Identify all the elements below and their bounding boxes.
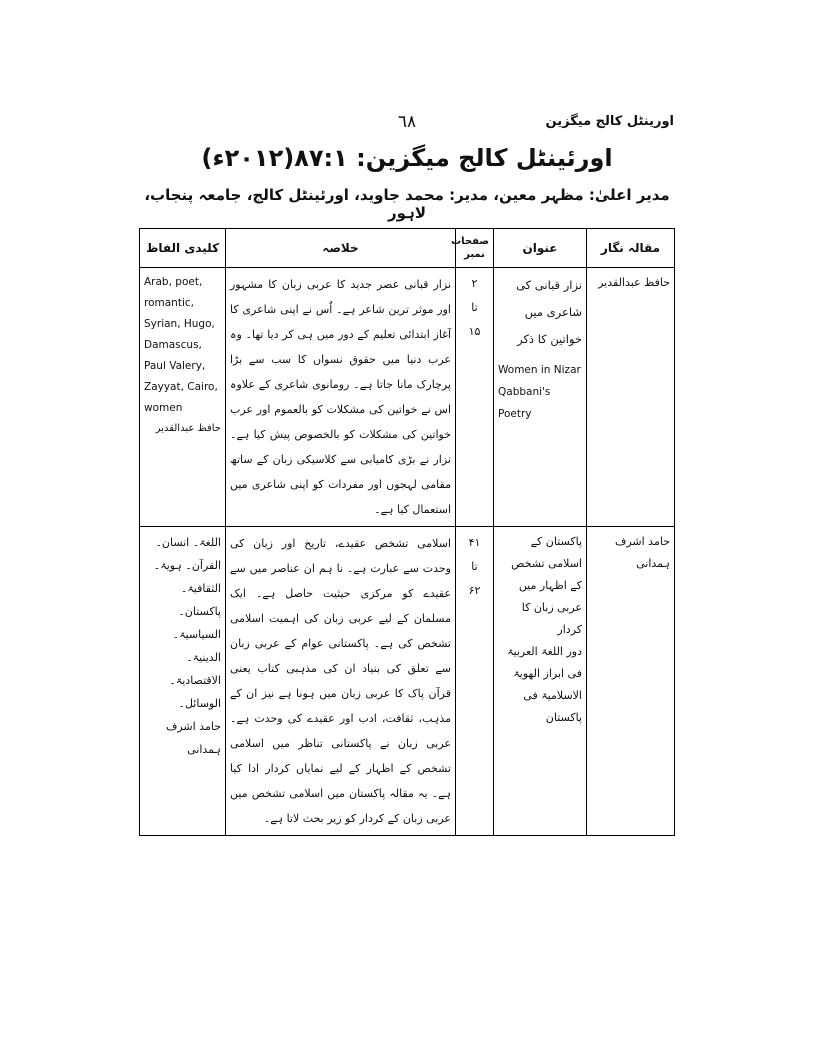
keywords-author: حامد اشرف ہمدانی (165, 720, 221, 756)
page-end: ۶۲ (468, 584, 481, 597)
keyword-item: الوسائل۔ (178, 697, 221, 710)
page-number: ٦٨ (397, 112, 417, 132)
table-header-row (140, 229, 675, 268)
header-title: عنوان (494, 229, 587, 268)
title-arabic: دور اللغۃ العربیۃ فی ابراز الھویۃ الاسلامیۃ فی پاکستان (507, 645, 582, 724)
cell-keywords (140, 268, 226, 527)
page-end: ۱۵ (468, 325, 481, 338)
page-start: ۲ (471, 277, 478, 290)
table-row (140, 527, 675, 836)
keyword-item: القرآن۔ ہویۃ۔ (153, 559, 221, 572)
articles-table (139, 228, 675, 836)
cell-summary: نزار قبانی عصر جدید کا عربی زبان کا مشہور اور موثر ترین شاعر ہے۔ اُس نے اپنی شاعری کا آغاز ابتدائی تعلیم کے دور میں ہی کر دیا تھا۔ وہ عرب دنیا میں حقوق نسواں کا سب سے بڑا پرچارک مانا جاتا ہے۔ رومانوی شاعری کے علاوہ اس نے خواتین کی مشکلات کو بالعموم اور عرب خواتین کی مشکلات کو بالخصوص پیش کیا ہے۔ نزار نے بڑی کامیابی سے کلاسیکی زبان کے ساتھ مقامی لہجوں اور مفردات کو اپنی شاعری میں استعمال کیا ہے۔ (226, 268, 456, 527)
title-urdu: نزار قبانی کی شاعری میں خواتین کا ذکر (516, 278, 582, 346)
header-summary: خلاصہ (226, 229, 456, 268)
page-to: تا (471, 560, 478, 573)
table-row (140, 268, 675, 527)
header-keywords: کلیدی الفاظ (140, 229, 226, 268)
keyword-item: السیاسیۃ۔ الدینیۃ۔ (172, 628, 221, 664)
cell-keywords (140, 527, 226, 836)
page-start: ۴۱ (468, 536, 481, 549)
keywords-english: Arab, poet, romantic, Syrian, Hugo, Damascus, Paul Valery, Zayyat, Cairo, women (144, 276, 218, 414)
cell-author: حامد اشرف ہمدانی (587, 527, 675, 836)
cell-pages (456, 527, 494, 836)
header-author: مقالہ نگار (587, 229, 675, 268)
journal-title: اورئینٹل کالج میگزین: ۸۷:۱(۲۰۱۲ء) (201, 144, 613, 172)
cell-summary: اسلامی تشخص عقیدے، تاریخ اور زبان کی وحدت سے عبارت ہے۔ نا ہم ان عناصر میں سے عقیدے کو مرکزی حیثیت حاصل ہے۔ ایک مسلمان کے لیے عربی زبان کی اہمیت اسلامی تشخص کی ہے۔ پاکستانی عوام کے عربی زبان سے تعلق کی بنیاد ان کی مذہبی کتاب یعنی قرآن پاک کا عربی زبان میں ہونا ہے نیز ان کے مذہب، ثقافت، ادب اور عقیدے کی وحدت ہے۔ عربی زبان نے پاکستانی تناظر میں اسلامی تشخص کے اظہار کے لیے نمایاں کردار ادا کیا ہے۔ یہ مقالہ پاکستان میں اسلامی تشخص میں عربی زبان کے کردار کو زیر بحث لاتا ہے۔ (226, 527, 456, 836)
editors-line: مدیر اعلیٰ: مظہر معین، مدیر: محمد جاوید، اورئینٹل کالج، جامعہ پنجاب، لاہور (144, 186, 670, 222)
keyword-item: الثقافیۃ۔ پاکستان۔ (178, 582, 221, 618)
title-urdu: پاکستان کے اسلامی تشخص کے اظہار میں عربی زبان کا کردار (511, 535, 582, 636)
cell-author: حافظ عبدالقدیر (587, 268, 675, 527)
running-head (140, 112, 674, 134)
keyword-item: الاقتصادیۃ۔ (169, 674, 221, 687)
keywords-author: حافظ عبدالقدیر (155, 423, 221, 434)
title-english: Women in Nizar Qabbani's Poetry (498, 364, 581, 420)
cell-title (494, 268, 587, 527)
header-pages: صفحات نمبر (456, 229, 494, 268)
page-to: تا (471, 301, 478, 314)
cell-title (494, 527, 587, 836)
cell-pages (456, 268, 494, 527)
keyword-item: اللغۃ۔ انسان۔ (155, 536, 221, 549)
running-title: اورینٹل کالج میگزین (545, 114, 674, 129)
